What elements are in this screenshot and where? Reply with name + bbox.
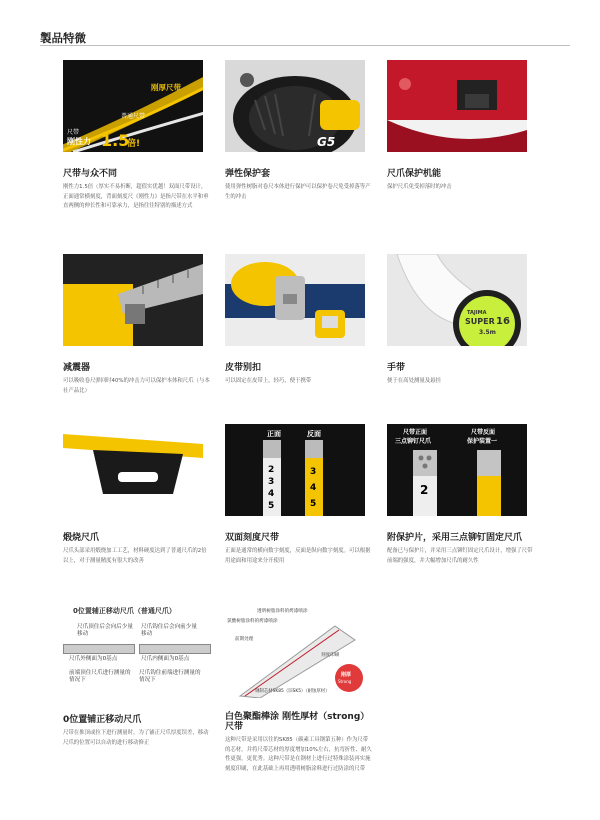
img-text-times: 倍! xyxy=(127,139,141,149)
img-text-super: SUPER xyxy=(465,317,495,326)
feature-title: 0位置铺正移动尺爪 xyxy=(63,715,142,725)
img-text-rigidity: 刚性力 xyxy=(67,137,91,146)
img-text-tape-front: 尺带正面 xyxy=(403,429,428,436)
shock-absorber-image xyxy=(63,254,203,346)
feature-title: 减震器 xyxy=(63,363,91,373)
feature-title: 煅烧尺爪 xyxy=(63,533,100,543)
feature-desc: 刚性力1.5倍（厚实不易折断，超值实优越！双面尺带设计，正面通常横刻度，背面刻度尺《刚性力》是指尺带在水平和垂直两侧的伸长性和可靠承力，是指往往特别的描述方式 xyxy=(63,184,209,210)
img-text-model: G5 xyxy=(317,135,336,149)
feature-title: 尺带与众不同 xyxy=(63,169,118,179)
feature-desc: 保护尺爪免受掉落时的冲击 xyxy=(387,184,452,190)
feature-desc: 尺带在推顶或拉下进行测量时，为了铺正尺爪厚度误差，移动尺爪的位置可以自动的进行移动修正 xyxy=(63,730,209,746)
layer-label: 透明树脂涂料的烤漆喷涂 xyxy=(257,609,308,614)
badge-text: Strong xyxy=(338,679,352,684)
layer-label: 氯酸树脂涂料的烤漆喷涂 xyxy=(227,619,278,624)
hook-protector-image xyxy=(387,60,527,152)
feature-title: 附保护片，采用三点铆钉固定尺爪 xyxy=(387,533,523,543)
feature-desc: 使用弹性树脂对卷尺本体进行保护可以保护卷尺免受掉落等产生的冲击 xyxy=(225,184,371,200)
img-text-ratio: 1.5 xyxy=(101,131,130,150)
img-text-thick: 刚厚尺带 xyxy=(151,83,181,92)
feature-title: 手带 xyxy=(387,363,406,373)
svg-text:5: 5 xyxy=(310,499,317,509)
diagram-label: 尺爪外侧面为0基点 xyxy=(69,656,118,662)
img-text-back: 反面 xyxy=(307,430,321,438)
badge-text: 刚厚 xyxy=(341,672,352,678)
section-title: 製品特微 xyxy=(40,31,86,45)
title-divider xyxy=(40,45,570,46)
img-text-16: 16 xyxy=(496,316,510,327)
hand-strap-image xyxy=(387,254,527,346)
svg-text:2: 2 xyxy=(420,483,429,497)
rubber-case-image xyxy=(225,60,365,152)
svg-text:4: 4 xyxy=(268,489,275,499)
tape-compare-image xyxy=(63,60,203,152)
feature-desc: 配备已与保护片，并采用三点铆钉固定尺爪设计，增强了尺带前端的强度，并大幅增加尺爪的耐久性 xyxy=(387,548,533,564)
feature-desc: 尺爪头部采用煅烧加工工艺，材料硬度达到了普通尺爪的2倍以上，对于测量精度有很大的改善 xyxy=(63,548,207,564)
diagram-title: 0位置辅正移动尺爪（普通尺爪） xyxy=(73,607,176,615)
layer-label: 前期处理 xyxy=(235,637,254,642)
feature-desc: 可以吸收卷尺弹回时40%的冲击力可以保护本体和尺爪（与本社产品比） xyxy=(63,378,210,394)
feature-desc: 可以固定在皮带上，轻巧，便于携带 xyxy=(225,378,312,384)
double-scale-image xyxy=(225,424,365,516)
layer-label: 刻度印刷 xyxy=(321,653,340,658)
belt-clip-image xyxy=(225,254,365,346)
img-text-rivet: 三点铆钉尺爪 xyxy=(395,438,432,445)
diagram-label: 尺爪钩住后会向前少量移动 xyxy=(141,624,197,637)
feature-title: 白色聚酯棒涂 刚性厚材（strong）尺带 xyxy=(225,712,370,732)
feature-title: 双面刻度尺带 xyxy=(225,533,280,543)
feature-title: 尺爪保护机能 xyxy=(387,169,442,179)
diagram-label: 前端顶住尺爪进行测量的情况下 xyxy=(69,670,131,683)
img-text-tape: 尺带 xyxy=(67,129,80,136)
img-text-front: 正面 xyxy=(267,430,281,438)
feature-title: 皮带别扣 xyxy=(225,363,262,373)
img-text-length: 3.5m xyxy=(479,329,496,336)
diagram-label: 尺爪顶住后会向后少量移动 xyxy=(77,624,133,637)
img-text-normal: 普通尺带 xyxy=(121,113,146,120)
feature-desc: 正面是通常的横向数字刻度，反面是纵向数字刻度。可以根据用途面和用途来分开使用 xyxy=(225,548,371,564)
svg-text:2: 2 xyxy=(268,465,275,475)
layer-label: 钢制芯材SK85（旧SK5）（耐蚀厚材） xyxy=(255,689,330,694)
feature-desc: 便于在高处测量及悬挂 xyxy=(387,378,441,384)
img-text-protector: 保护装置一 xyxy=(467,438,498,445)
feature-desc: 这种尺带是采用以往的SK85（碳素工具钢第五种）作为尺带的芯材，并将尺带芯材的厚度增加10%左右，抗弯折性、耐久性更强，更优秀。这种尺带是在钢材上进行过特殊涂装再实施刻度印刷，在此基础上再用透明树脂涂料进行过防涂的尺带 xyxy=(225,737,372,772)
img-text-tape-back: 尺带反面 xyxy=(471,429,496,436)
svg-text:3: 3 xyxy=(268,477,275,487)
img-text-brand: TAJIMA xyxy=(467,310,487,316)
feature-title: 弹性保护套 xyxy=(225,169,271,179)
strong-tape-image xyxy=(225,606,375,698)
diagram-label: 尺爪内侧面为0基点 xyxy=(141,656,190,662)
svg-text:3: 3 xyxy=(310,467,317,477)
svg-text:5: 5 xyxy=(268,501,275,511)
diagram-label: 尺爪钩住前端进行测量的情况下 xyxy=(139,670,201,683)
rivet-hook-image xyxy=(387,424,527,516)
svg-text:4: 4 xyxy=(310,483,317,493)
zero-hook-diagram xyxy=(63,606,213,698)
forged-hook-image xyxy=(63,424,203,516)
